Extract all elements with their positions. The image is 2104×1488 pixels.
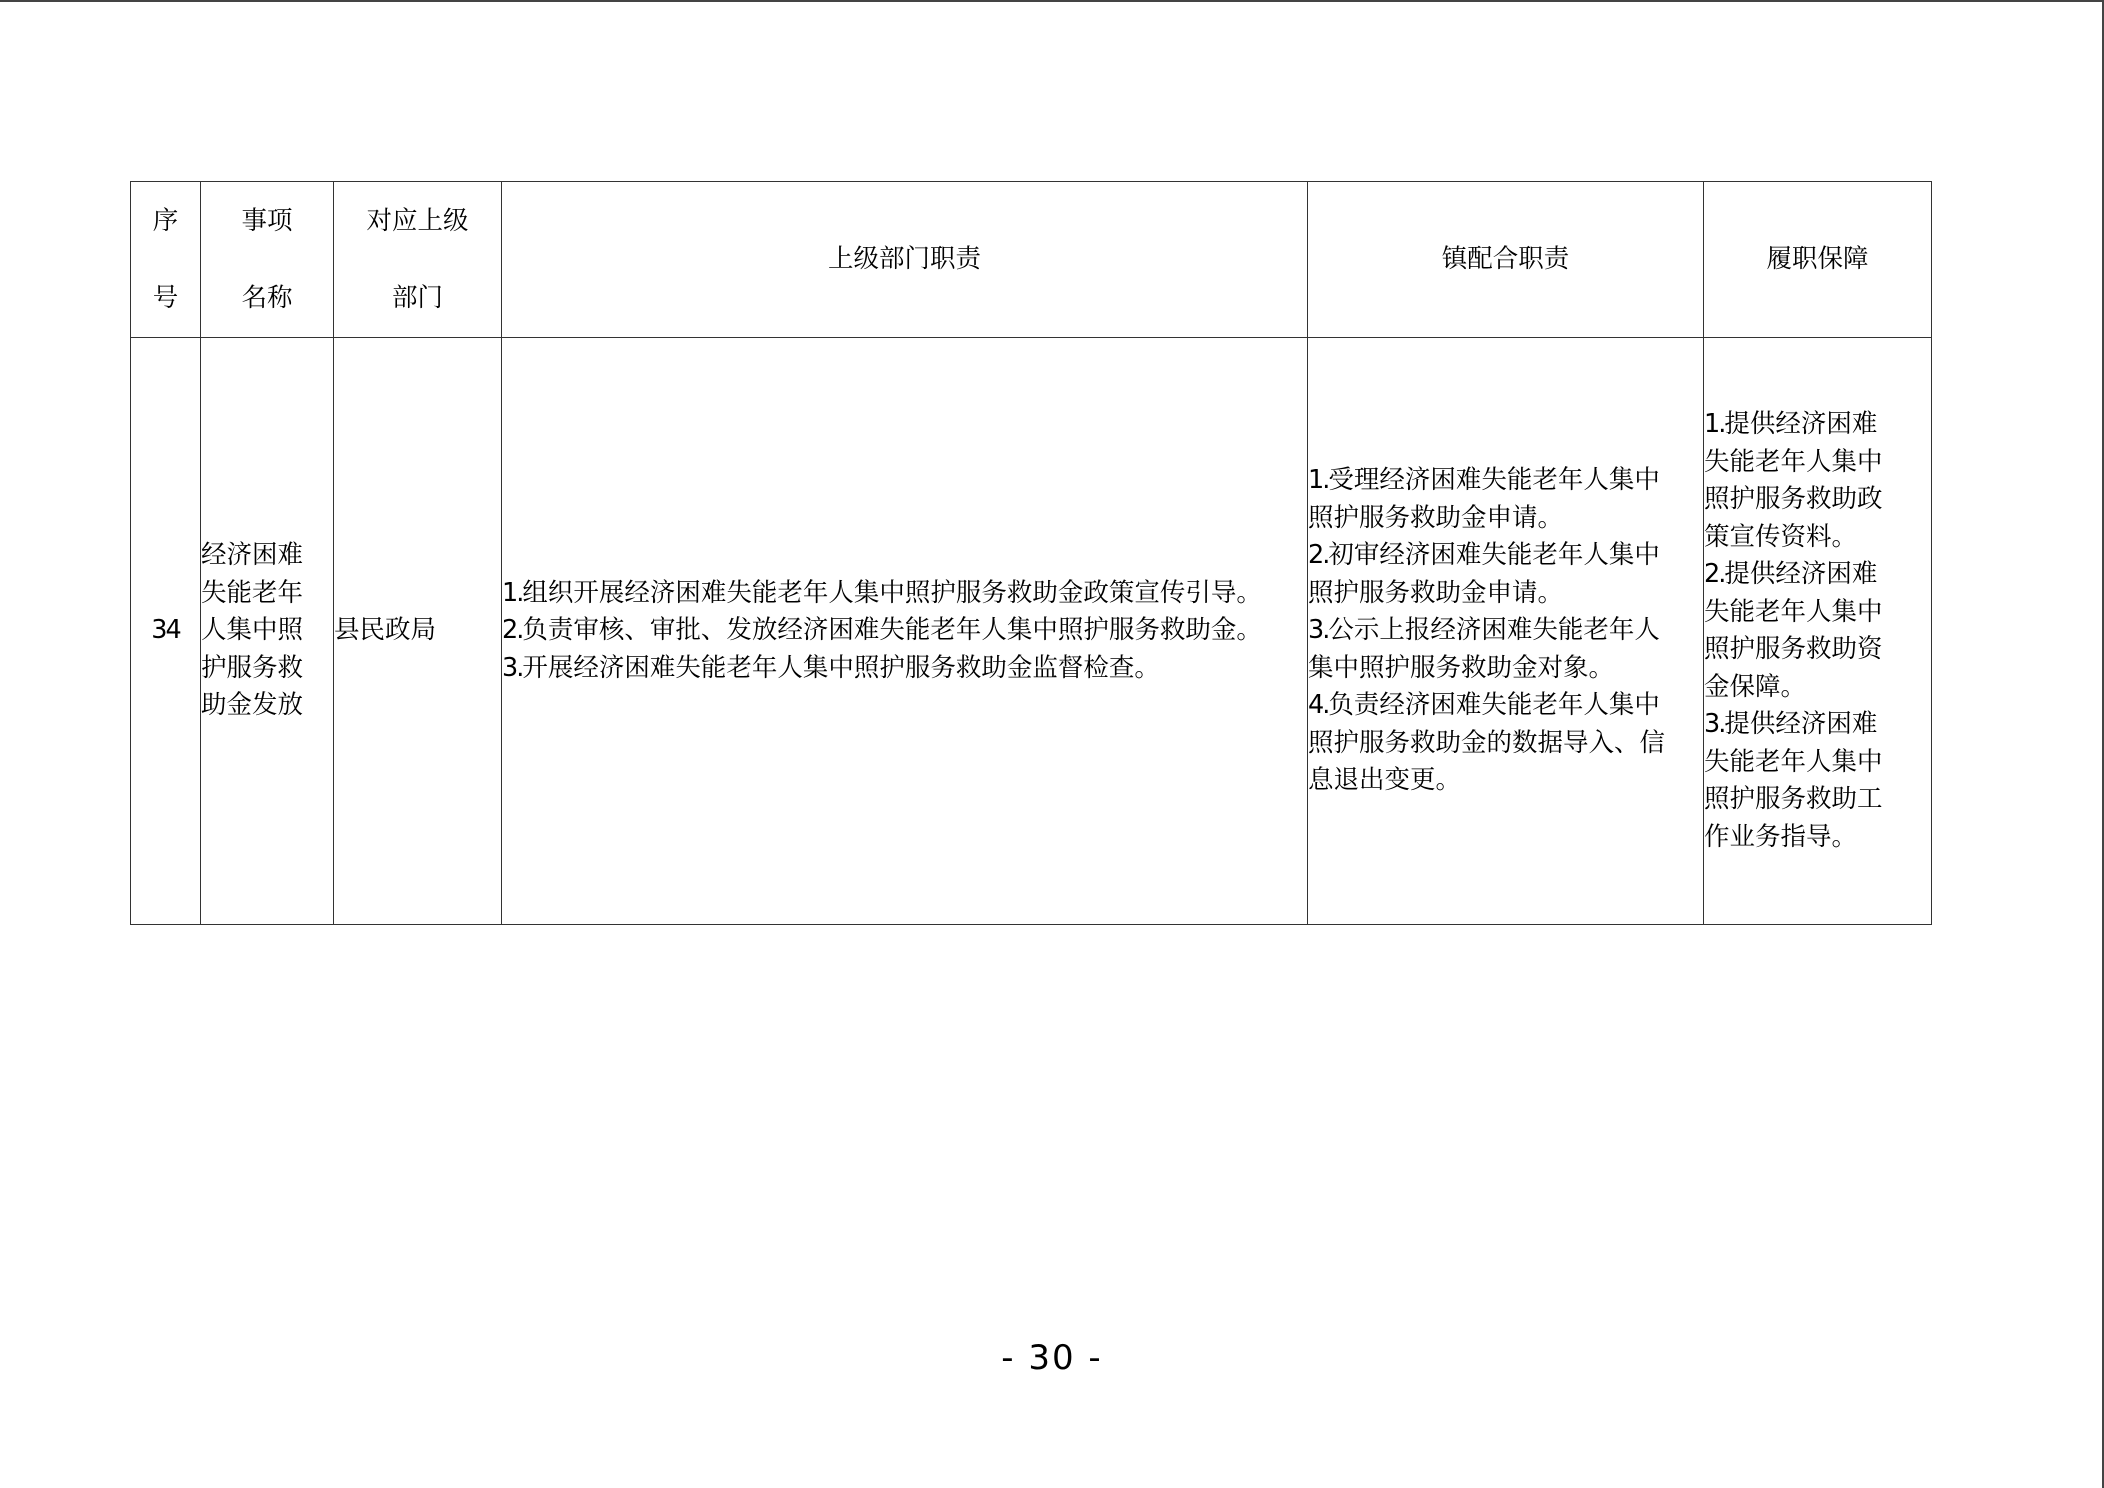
guarantee-line-number: 2. (1704, 559, 1725, 589)
row-department: 县民政局 (334, 338, 502, 925)
town-duty-line-text: 公示上报经济困难失能老年人 (1328, 615, 1660, 646)
town-duty-line-number: 3. (1308, 615, 1329, 646)
town-duty-line (1308, 575, 1703, 613)
guarantee-line (1704, 594, 1931, 632)
page-top-border (0, 0, 2104, 2)
duty-line-number: 3. (502, 652, 523, 683)
town-duty-line-text: 照护服务救助金申请。 (1308, 502, 1564, 533)
guarantee-line-text: 失能老年人集中 (1704, 446, 1883, 477)
responsibility-table (130, 181, 1932, 925)
town-duty-line (1308, 725, 1703, 763)
guarantee-line (1704, 444, 1931, 482)
town-duty-line (1308, 762, 1703, 800)
page-number: - 30 - (1001, 1338, 1103, 1378)
town-duty-line (1308, 462, 1703, 500)
town-duty-line-text: 照护服务救助金申请。 (1308, 577, 1564, 608)
row-item-name: 经济困难 失能老年 人集中照 护服务救 助金发放 (201, 338, 334, 925)
guarantee-line-text: 金保障。 (1704, 671, 1807, 702)
duty-line-text: 负责审核、审批、发放经济困难失能老年人集中照护服务救助金。 (522, 615, 1262, 646)
guarantee-line-text: 失能老年人集中 (1704, 746, 1883, 777)
town-duty-line-number: 1. (1308, 465, 1329, 496)
guarantee-line-number: 1. (1704, 409, 1725, 439)
town-duty-line (1308, 687, 1703, 725)
town-duty-line-text: 负责经济困难失能老年人集中 (1328, 690, 1660, 721)
guarantee-line-text: 策宣传资料。 (1704, 521, 1858, 552)
guarantee-line (1704, 519, 1931, 557)
town-duty-line-text: 受理经济困难失能老年人集中 (1328, 465, 1660, 496)
town-duty-line-text: 集中照护服务救助金对象。 (1308, 652, 1615, 683)
guarantee-line-number: 3. (1704, 709, 1725, 739)
guarantee-line-text: 照护服务救助政 (1704, 484, 1883, 514)
guarantee-line (1704, 556, 1931, 594)
guarantee-line (1704, 819, 1931, 857)
guarantee-line (1704, 706, 1931, 744)
header-serial-number: 序 号 (131, 182, 201, 338)
town-duty-line-text: 息退出变更。 (1308, 765, 1462, 796)
town-duty-line (1308, 537, 1703, 575)
guarantee-line (1704, 781, 1931, 819)
duty-line-number: 2. (502, 615, 523, 646)
town-duty-line-text: 照护服务救助金的数据导入、信 (1308, 727, 1666, 758)
guarantee-line-text: 提供经济困难 (1724, 559, 1878, 589)
town-duty-line-number: 4. (1308, 690, 1329, 721)
town-duty-line (1308, 500, 1703, 538)
guarantee-line-text: 照护服务救助工 (1704, 784, 1883, 814)
guarantee-line-text: 作业务指导。 (1704, 821, 1858, 852)
guarantee-line-text: 失能老年人集中 (1704, 596, 1883, 627)
guarantee-line-text: 照护服务救助资 (1704, 634, 1883, 664)
guarantee-line (1704, 631, 1931, 669)
row-town-duties (1308, 338, 1704, 925)
duty-line (502, 650, 1307, 688)
duty-line (502, 612, 1307, 650)
guarantee-line (1704, 744, 1931, 782)
header-item-name: 事项 名称 (201, 182, 334, 338)
duty-line-text: 开展经济困难失能老年人集中照护服务救助金监督检查。 (522, 652, 1160, 683)
guarantee-line-text: 提供经济困难 (1724, 409, 1878, 439)
guarantee-line-text: 提供经济困难 (1724, 709, 1878, 739)
row-superior-duties (502, 338, 1308, 925)
town-duty-line (1308, 650, 1703, 688)
header-town-duties: 镇配合职责 (1308, 182, 1704, 338)
duty-line-number: 1. (502, 577, 523, 608)
town-duty-line-text: 初审经济困难失能老年人集中 (1328, 540, 1660, 571)
town-duty-line (1308, 612, 1703, 650)
row-serial-number: 34 (131, 338, 201, 925)
town-duty-line-number: 2. (1308, 540, 1329, 571)
header-superior-duties: 上级部门职责 (502, 182, 1308, 338)
header-guarantee: 履职保障 (1704, 182, 1932, 338)
duty-line-text: 组织开展经济困难失能老年人集中照护服务救助金政策宣传引导。 (522, 577, 1262, 608)
guarantee-line (1704, 481, 1931, 519)
table-row (131, 338, 1932, 925)
header-superior-department: 对应上级 部门 (334, 182, 502, 338)
guarantee-line (1704, 669, 1931, 707)
table-header-row (131, 182, 1932, 338)
guarantee-line (1704, 406, 1931, 444)
duty-line (502, 575, 1307, 613)
row-guarantee (1704, 338, 1932, 925)
